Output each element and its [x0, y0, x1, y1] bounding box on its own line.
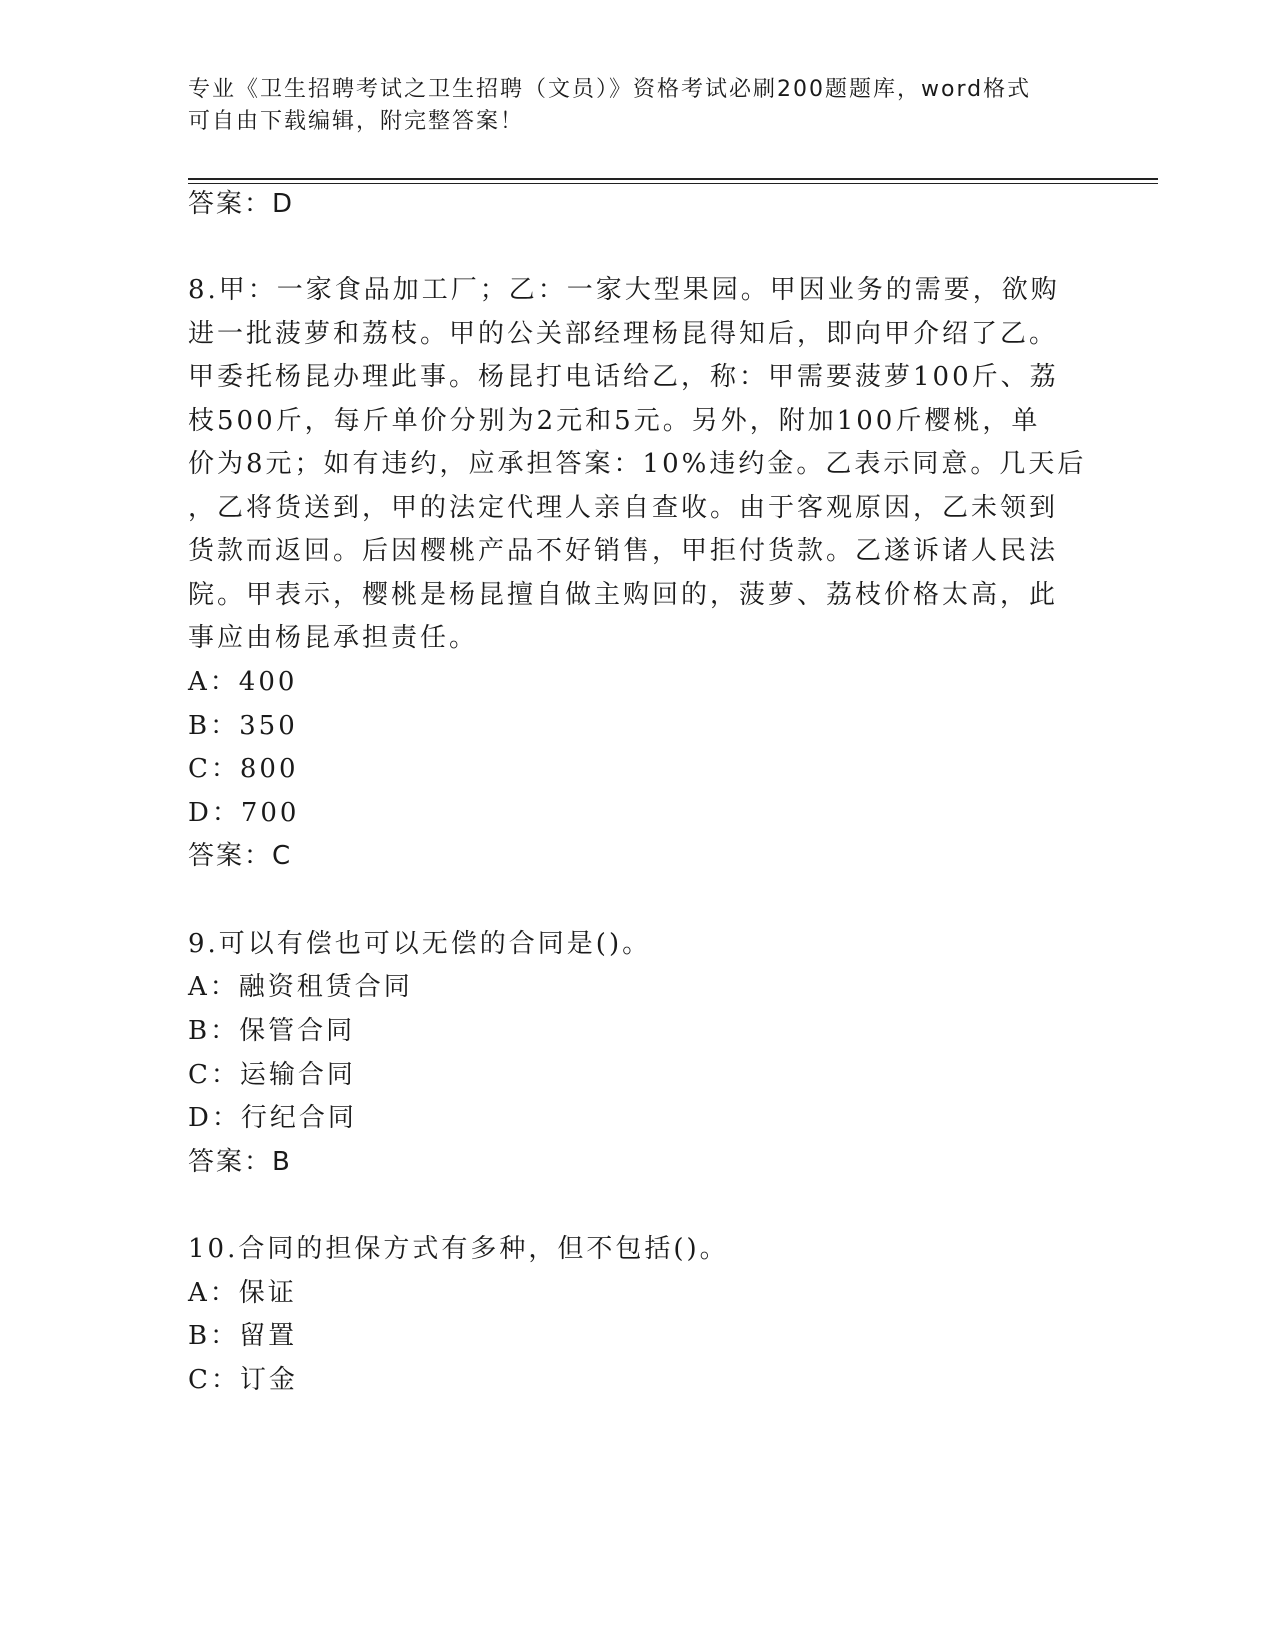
header-divider-thin	[188, 183, 1158, 184]
question-8-option-b: B：350	[188, 711, 298, 741]
question-8-stem-line: 进一批菠萝和荔枝。甲的公关部经理杨昆得知后，即向甲介绍了乙。	[188, 319, 1059, 349]
document-header	[188, 74, 1088, 138]
question-8-stem-line: 甲委托杨昆办理此事。杨昆打电话给乙，称：甲需要菠萝100斤、荔	[188, 362, 1059, 392]
question-9-option-b: B：保管合同	[188, 1016, 356, 1046]
question-8-stem-line: ，乙将货送到，甲的法定代理人亲自查收。由于客观原因，乙未领到	[188, 493, 1059, 523]
question-10-option-c: C：订金	[188, 1365, 298, 1395]
question-9-option-a: A：融资租赁合同	[188, 972, 413, 1002]
question-8-option-a: A：400	[188, 667, 298, 697]
question-8-stem-line: 枝500斤，每斤单价分别为2元和5元。另外，附加100斤樱桃，单	[188, 406, 1041, 436]
question-9-answer: 答案：B	[188, 1147, 292, 1177]
question-10-option-b: B：留置	[188, 1321, 298, 1351]
previous-answer: 答案：D	[188, 189, 295, 219]
question-10-option-a: A：保证	[188, 1278, 297, 1308]
question-8-stem-line: 事应由杨昆承担责任。	[188, 623, 479, 653]
question-9-stem-line: 9.可以有偿也可以无偿的合同是()。	[188, 929, 652, 959]
question-8-stem-line: 货款而返回。后因樱桃产品不好销售，甲拒付货款。乙遂诉诸人民法	[188, 536, 1059, 566]
question-8-stem-line: 价为8元；如有违约，应承担答案：10%违约金。乙表示同意。几天后	[188, 449, 1087, 479]
question-8-stem-line: 院。甲表示，樱桃是杨昆擅自做主购回的，菠萝、荔枝价格太高，此	[188, 580, 1059, 610]
question-9-option-c: C：运输合同	[188, 1060, 356, 1090]
question-10-stem-line: 10.合同的担保方式有多种，但不包括()。	[188, 1234, 729, 1264]
question-8-stem-line: 8.甲：一家食品加工厂；乙：一家大型果园。甲因业务的需要，欲购	[188, 275, 1060, 305]
question-8-answer: 答案：C	[188, 841, 293, 871]
header-title-line-1: 专业《卫生招聘考试之卫生招聘（文员）》资格考试必刷200题题库，word格式	[188, 77, 1032, 102]
header-divider-thick	[188, 178, 1158, 180]
header-title-line-2: 可自由下载编辑，附完整答案！	[188, 109, 525, 134]
question-8-option-c: C：800	[188, 754, 299, 784]
question-9-option-d: D：行纪合同	[188, 1103, 357, 1133]
question-8-option-d: D：700	[188, 798, 300, 828]
